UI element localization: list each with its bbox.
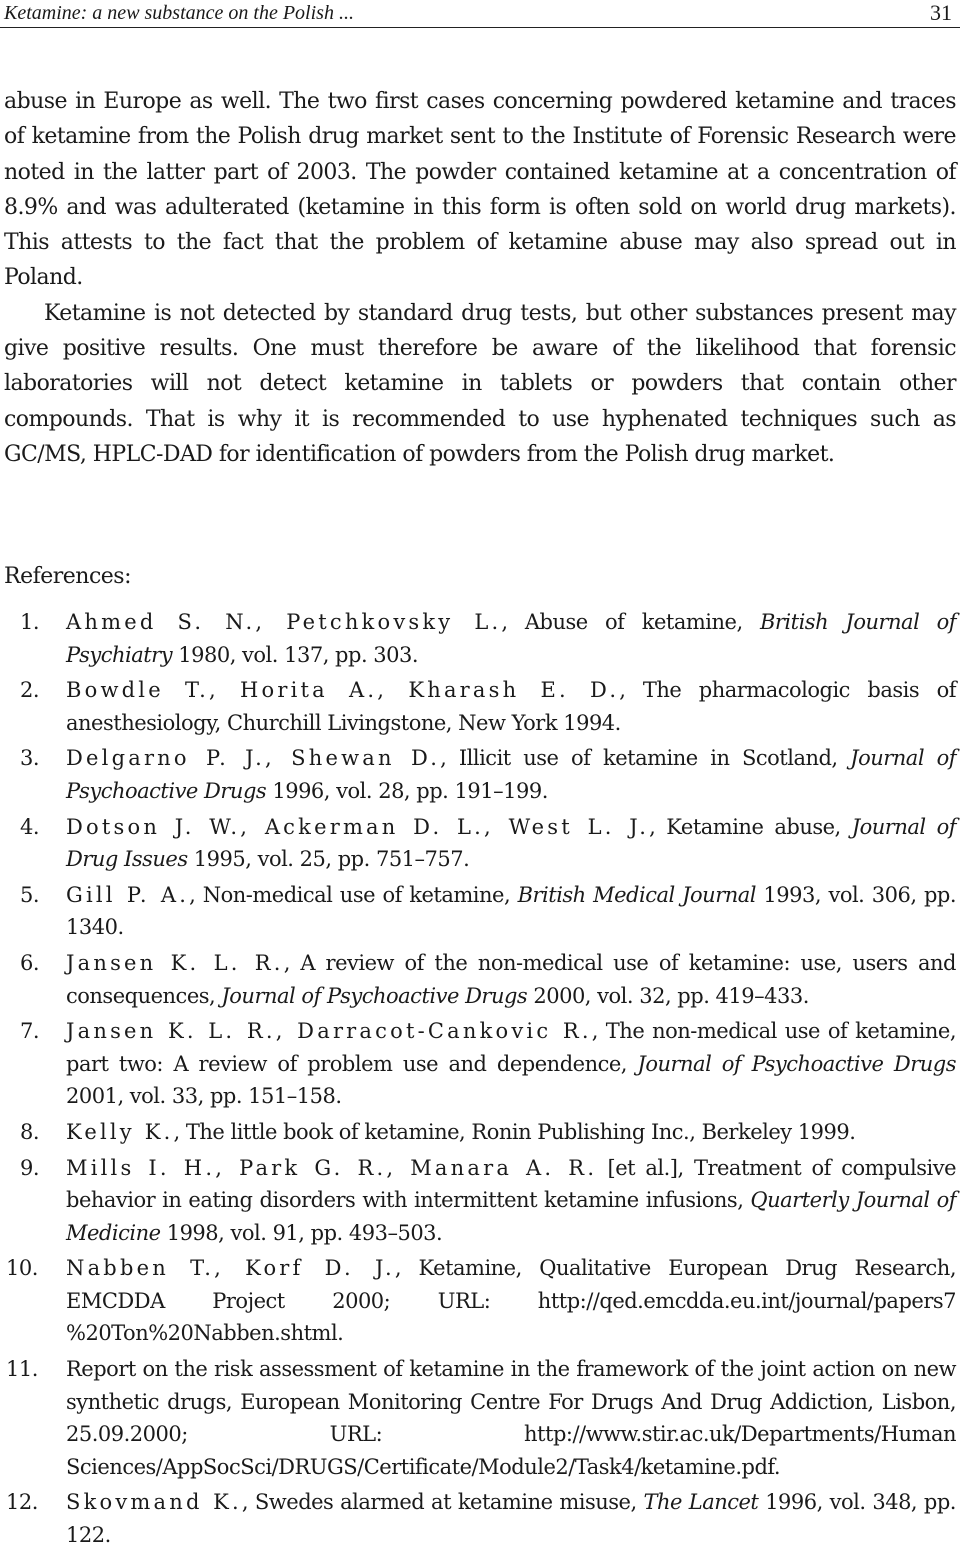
body-text xyxy=(4,84,956,472)
reference-number: 3. xyxy=(20,746,40,771)
reference-authors: Dotson J. W., Ackerman D. L., West L. J. xyxy=(66,814,650,839)
reference-item xyxy=(4,606,956,671)
reference-text: , Non-medical use of ketamine, xyxy=(189,882,518,907)
reference-number: 5. xyxy=(20,882,40,907)
reference-text: Report on the risk assessment of ketamine in the framework of the joint action on new synthetic drugs, European Monitoring Centre For Drugs And Drug Addiction, Lisbon, 25.09.2000; URL: http://www.stir.ac.uk/Departments/Human Sciences/AppSocSci/DRUGS/Certificate/Module2/Task4/ketamine.pdf. xyxy=(66,1357,956,1479)
reference-journal: Journal of Psychoactive Drugs xyxy=(637,1051,956,1076)
reference-details: 2000, vol. 32, pp. 419–433. xyxy=(527,983,809,1008)
running-title: Ketamine: a new substance on the Polish ... xyxy=(4,2,354,24)
reference-number: 6. xyxy=(20,950,40,975)
reference-authors: Ahmed S. N., Petchkovsky L. xyxy=(66,610,502,634)
reference-journal: Journal of Psychoactive Drugs xyxy=(221,983,528,1008)
reference-text: , The non-medical use of ketamine, part two: A review of problem use and dependence, xyxy=(66,1019,956,1076)
page-number: 31 xyxy=(930,0,952,25)
reference-authors: Gill P. A. xyxy=(66,882,190,907)
reference-authors: Jansen K. L. R., Darracot-Cankovic R. xyxy=(66,1019,592,1044)
reference-details: 1980, vol. 137, pp. 303. xyxy=(172,642,419,667)
reference-authors: Kelly K. xyxy=(66,1119,174,1144)
reference-text: , Abuse of ketamine, xyxy=(501,610,760,634)
reference-journal: Journal of Drug Issues xyxy=(66,814,956,872)
reference-details: 1993, vol. 306, pp. 1340. xyxy=(66,882,957,940)
reference-authors: Nabben T., Korf D. J. xyxy=(66,1256,395,1281)
reference-item xyxy=(4,742,956,807)
paragraph-1: abuse in Europe as well. The two first cases concerning powdered ketamine and traces of ketamine from the Polish drug market sent to the Institute of Forensic Research were noted in the latter part of 2003. The powder contained ketamine at a concentration of 8.9% and was adulterated (ketamine in this form is often sold on world drug markets). This attests to the fact that the problem of ketamine abuse may also spread out in Poland. xyxy=(4,89,956,291)
reference-text: , Illicit use of ketamine in Scotland, xyxy=(440,746,851,771)
reference-details: 1996, vol. 28, pp. 191–199. xyxy=(266,778,548,803)
reference-authors: Mills I. H., Park G. R., Manara A. R. xyxy=(66,1155,598,1180)
reference-item xyxy=(4,1486,956,1551)
reference-number: 8. xyxy=(20,1119,40,1144)
reference-journal: Quarterly Journal of Medicine xyxy=(66,1188,957,1245)
reference-number: 7. xyxy=(20,1019,40,1044)
running-header xyxy=(0,0,960,28)
reference-item xyxy=(4,1015,956,1113)
reference-text: , A review of the non-medical use of ketamine: use, users and consequences, xyxy=(66,950,956,1008)
reference-journal: The Lancet xyxy=(643,1490,759,1515)
reference-number: 12. xyxy=(6,1490,38,1515)
reference-item xyxy=(4,811,956,876)
reference-details: 1998, vol. 91, pp. 493–503. xyxy=(160,1220,443,1245)
reference-number: 4. xyxy=(20,814,40,839)
reference-number: 9. xyxy=(20,1155,40,1180)
reference-number: 2. xyxy=(20,678,40,703)
paragraph-2: Ketamine is not detected by standard drug tests, but other substances present may give positive results. One must therefore be aware of the likelihood that forensic laboratories will not detect ketamine in tablets or powders that contain other compounds. That is why it is recommended to use hyphenated techniques such as GC/MS, HPLC-DAD for identification of powders from the Polish drug market. xyxy=(4,300,956,467)
reference-item xyxy=(4,879,956,944)
reference-item xyxy=(4,674,956,739)
reference-item xyxy=(4,1116,956,1149)
reference-list xyxy=(4,606,956,1555)
reference-journal: British Journal of Psychiatry xyxy=(66,610,957,667)
reference-text: , The pharmacologic basis of anesthesiology, Churchill Livingstone, New York 1994. xyxy=(66,678,956,735)
reference-text: , Swedes alarmed at ketamine misuse, xyxy=(241,1490,644,1515)
reference-details: 2001, vol. 33, pp. 151–158. xyxy=(66,1084,342,1109)
reference-item xyxy=(4,1152,956,1250)
reference-item xyxy=(4,947,956,1012)
reference-number: 1. xyxy=(20,610,40,634)
reference-number: 10. xyxy=(6,1256,38,1281)
reference-authors: Skovmand K. xyxy=(66,1490,242,1515)
reference-item xyxy=(4,1252,956,1350)
reference-journal: British Medical Journal xyxy=(517,882,757,907)
reference-text: , Ketamine, Qualitative European Drug Research, EMCDDA Project 2000; URL: http://qed.emcdda.eu.int/journal/papers7 %20Ton%20Nabben.shtml. xyxy=(66,1256,956,1346)
reference-details: 1995, vol. 25, pp. 751–757. xyxy=(187,847,470,872)
reference-text: , The little book of ketamine, Ronin Publishing Inc., Berkeley 1999. xyxy=(173,1119,856,1144)
reference-number: 11. xyxy=(6,1357,38,1382)
reference-authors: Bowdle T., Horita A., Kharash E. D. xyxy=(66,678,620,703)
reference-authors: Delgarno P. J., Shewan D. xyxy=(66,746,441,771)
reference-details: 1996, vol. 348, pp. 122. xyxy=(66,1490,956,1548)
reference-journal: Journal of Psychoactive Drugs xyxy=(66,746,956,803)
reference-text: [et al.], Treatment of compulsive behavior in eating disorders with intermittent ketamine infusions, xyxy=(66,1155,957,1213)
reference-authors: Jansen K. L. R. xyxy=(66,950,284,975)
reference-text: , Ketamine abuse, xyxy=(649,814,852,839)
reference-item xyxy=(4,1353,956,1483)
references-heading: References: xyxy=(4,564,131,589)
